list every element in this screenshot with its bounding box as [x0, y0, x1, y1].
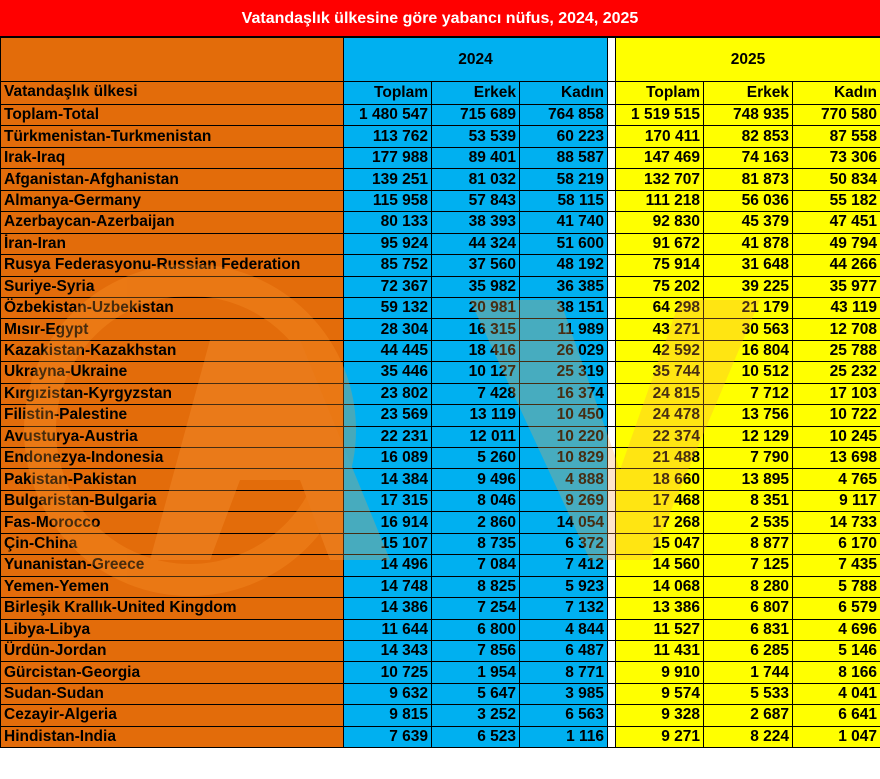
total-2024-cell: 9 632	[344, 683, 432, 704]
female-2024-cell: 8 771	[520, 662, 608, 683]
female-2025-cell: 14 733	[793, 512, 880, 533]
table-row	[1, 233, 880, 254]
column-separator	[608, 448, 616, 469]
total-2025-cell: 9 910	[616, 662, 704, 683]
total-2024-cell: 85 752	[344, 255, 432, 276]
total-2025-cell: 9 328	[616, 705, 704, 726]
column-separator	[608, 426, 616, 447]
total-2025-cell: 170 411	[616, 126, 704, 147]
total-2025-cell: 22 374	[616, 426, 704, 447]
table-row	[1, 469, 880, 490]
country-cell: İran-Iran	[1, 233, 344, 254]
female-2025-cell: 25 232	[793, 362, 880, 383]
year-header-row	[1, 38, 880, 82]
female-2025-cell: 17 103	[793, 383, 880, 404]
table-row	[1, 619, 880, 640]
male-2025-cell: 41 878	[704, 233, 793, 254]
female-2025-cell: 4 765	[793, 469, 880, 490]
male-2025-cell: 2 535	[704, 512, 793, 533]
table-row	[1, 190, 880, 211]
male-2024-cell: 37 560	[432, 255, 520, 276]
female-2025-cell: 9 117	[793, 490, 880, 511]
male-2024-header: Erkek	[432, 82, 520, 105]
male-2025-cell: 7 125	[704, 555, 793, 576]
total-2024-cell: 35 446	[344, 362, 432, 383]
table-row	[1, 319, 880, 340]
total-2024-cell: 28 304	[344, 319, 432, 340]
total-2025-cell: 75 202	[616, 276, 704, 297]
total-2024-cell: 177 988	[344, 147, 432, 168]
male-2024-cell: 38 393	[432, 212, 520, 233]
female-2024-cell: 51 600	[520, 233, 608, 254]
female-2024-cell: 41 740	[520, 212, 608, 233]
column-separator	[608, 576, 616, 597]
total-2024-cell: 59 132	[344, 297, 432, 318]
table-row	[1, 276, 880, 297]
female-2024-cell: 14 054	[520, 512, 608, 533]
female-2024-cell: 6 563	[520, 705, 608, 726]
country-cell: Sudan-Sudan	[1, 683, 344, 704]
total-2025-cell: 11 527	[616, 619, 704, 640]
male-2024-cell: 715 689	[432, 105, 520, 126]
female-2025-cell: 44 266	[793, 255, 880, 276]
female-2024-cell: 6 487	[520, 640, 608, 661]
total-2025-cell: 91 672	[616, 233, 704, 254]
male-2025-cell: 21 179	[704, 297, 793, 318]
total-2025-cell: 17 268	[616, 512, 704, 533]
total-2025-cell: 14 560	[616, 555, 704, 576]
column-header-row	[1, 82, 880, 105]
table-row	[1, 147, 880, 168]
male-2025-cell: 6 831	[704, 619, 793, 640]
total-2025-cell: 21 488	[616, 448, 704, 469]
country-cell: Irak-Iraq	[1, 147, 344, 168]
female-2024-cell: 11 989	[520, 319, 608, 340]
male-2024-cell: 7 428	[432, 383, 520, 404]
male-2025-cell: 8 351	[704, 490, 793, 511]
country-column-header: Vatandaşlık ülkesi	[1, 82, 344, 105]
male-2025-cell: 39 225	[704, 276, 793, 297]
female-2024-cell: 5 923	[520, 576, 608, 597]
country-cell: Rusya Federasyonu-Russian Federation	[1, 255, 344, 276]
column-separator	[608, 319, 616, 340]
female-2024-cell: 3 985	[520, 683, 608, 704]
female-2025-cell: 10 722	[793, 405, 880, 426]
total-2024-cell: 80 133	[344, 212, 432, 233]
male-2024-cell: 35 982	[432, 276, 520, 297]
country-cell: Libya-Libya	[1, 619, 344, 640]
total-2025-cell: 15 047	[616, 533, 704, 554]
total-2025-cell: 14 068	[616, 576, 704, 597]
column-separator	[608, 255, 616, 276]
male-2024-cell: 8 825	[432, 576, 520, 597]
female-2025-cell: 5 146	[793, 640, 880, 661]
female-2025-cell: 25 788	[793, 340, 880, 361]
column-separator	[608, 598, 616, 619]
female-2024-cell: 60 223	[520, 126, 608, 147]
male-2025-cell: 6 285	[704, 640, 793, 661]
header-country-spacer	[1, 38, 344, 82]
country-cell: Yemen-Yemen	[1, 576, 344, 597]
total-2024-cell: 11 644	[344, 619, 432, 640]
male-2025-cell: 6 807	[704, 598, 793, 619]
country-cell: Kazakistan-Kazakhstan	[1, 340, 344, 361]
country-cell: Birleşik Krallık-United Kingdom	[1, 598, 344, 619]
total-2024-cell: 17 315	[344, 490, 432, 511]
female-2024-cell: 25 319	[520, 362, 608, 383]
country-cell: Türkmenistan-Turkmenistan	[1, 126, 344, 147]
male-2024-cell: 7 084	[432, 555, 520, 576]
table-row	[1, 255, 880, 276]
total-2025-cell: 35 744	[616, 362, 704, 383]
male-2024-cell: 7 254	[432, 598, 520, 619]
female-2025-cell: 1 047	[793, 726, 880, 747]
column-separator	[608, 405, 616, 426]
male-2025-cell: 16 804	[704, 340, 793, 361]
total-2024-cell: 16 089	[344, 448, 432, 469]
column-separator	[608, 512, 616, 533]
female-2025-cell: 50 834	[793, 169, 880, 190]
female-2025-cell: 4 696	[793, 619, 880, 640]
male-2025-cell: 31 648	[704, 255, 793, 276]
female-2024-cell: 4 888	[520, 469, 608, 490]
total-2024-cell: 9 815	[344, 705, 432, 726]
male-2024-cell: 18 416	[432, 340, 520, 361]
total-2025-cell: 147 469	[616, 147, 704, 168]
female-2024-cell: 58 219	[520, 169, 608, 190]
male-2024-cell: 89 401	[432, 147, 520, 168]
male-2024-cell: 6 523	[432, 726, 520, 747]
column-separator	[608, 169, 616, 190]
male-2024-cell: 5 647	[432, 683, 520, 704]
female-2024-cell: 16 374	[520, 383, 608, 404]
country-cell: Bulgaristan-Bulgaria	[1, 490, 344, 511]
column-separator	[608, 233, 616, 254]
female-2024-cell: 10 829	[520, 448, 608, 469]
country-cell: Avusturya-Austria	[1, 426, 344, 447]
male-2024-cell: 44 324	[432, 233, 520, 254]
column-separator	[608, 82, 616, 105]
male-2025-header: Erkek	[704, 82, 793, 105]
male-2024-cell: 5 260	[432, 448, 520, 469]
total-2024-cell: 10 725	[344, 662, 432, 683]
year-2024-header: 2024	[344, 38, 608, 82]
table-row	[1, 105, 880, 126]
country-cell: Özbekistan-Uzbekistan	[1, 297, 344, 318]
female-2025-header: Kadın	[793, 82, 880, 105]
total-2025-cell: 9 574	[616, 683, 704, 704]
male-2025-cell: 5 533	[704, 683, 793, 704]
table-row	[1, 362, 880, 383]
female-2024-cell: 7 412	[520, 555, 608, 576]
country-cell: Azerbaycan-Azerbaijan	[1, 212, 344, 233]
total-2025-cell: 18 660	[616, 469, 704, 490]
female-2024-cell: 36 385	[520, 276, 608, 297]
table-row	[1, 126, 880, 147]
male-2024-cell: 8 046	[432, 490, 520, 511]
column-separator	[608, 147, 616, 168]
male-2025-cell: 7 790	[704, 448, 793, 469]
total-2024-cell: 23 802	[344, 383, 432, 404]
total-2024-cell: 22 231	[344, 426, 432, 447]
column-separator	[608, 726, 616, 747]
column-separator	[608, 640, 616, 661]
male-2025-cell: 1 744	[704, 662, 793, 683]
female-2024-cell: 10 450	[520, 405, 608, 426]
table-row	[1, 683, 880, 704]
column-separator	[608, 469, 616, 490]
total-2025-cell: 1 519 515	[616, 105, 704, 126]
total-2025-cell: 24 815	[616, 383, 704, 404]
total-2024-cell: 95 924	[344, 233, 432, 254]
column-separator	[608, 555, 616, 576]
total-2024-cell: 113 762	[344, 126, 432, 147]
table-row	[1, 555, 880, 576]
female-2024-cell: 4 844	[520, 619, 608, 640]
table-row	[1, 340, 880, 361]
total-2025-cell: 24 478	[616, 405, 704, 426]
column-separator	[608, 105, 616, 126]
country-cell: Gürcistan-Georgia	[1, 662, 344, 683]
total-2024-cell: 14 748	[344, 576, 432, 597]
male-2025-cell: 8 280	[704, 576, 793, 597]
female-2025-cell: 35 977	[793, 276, 880, 297]
male-2024-cell: 2 860	[432, 512, 520, 533]
country-cell: Endonezya-Indonesia	[1, 448, 344, 469]
population-table	[0, 37, 880, 748]
table-row	[1, 405, 880, 426]
male-2024-cell: 53 539	[432, 126, 520, 147]
total-2025-header: Toplam	[616, 82, 704, 105]
total-2024-cell: 23 569	[344, 405, 432, 426]
total-2025-cell: 11 431	[616, 640, 704, 661]
country-cell: Toplam-Total	[1, 105, 344, 126]
female-2025-cell: 12 708	[793, 319, 880, 340]
table-row	[1, 490, 880, 511]
total-2024-cell: 14 386	[344, 598, 432, 619]
table-row	[1, 426, 880, 447]
male-2025-cell: 13 895	[704, 469, 793, 490]
total-2024-cell: 115 958	[344, 190, 432, 211]
column-separator	[608, 190, 616, 211]
table-body	[1, 105, 880, 748]
female-2024-cell: 6 372	[520, 533, 608, 554]
table-row	[1, 297, 880, 318]
male-2025-cell: 81 873	[704, 169, 793, 190]
table-row	[1, 640, 880, 661]
column-separator	[608, 362, 616, 383]
female-2024-cell: 26 029	[520, 340, 608, 361]
female-2024-cell: 38 151	[520, 297, 608, 318]
female-2025-cell: 73 306	[793, 147, 880, 168]
female-2024-cell: 88 587	[520, 147, 608, 168]
table-row	[1, 169, 880, 190]
male-2025-cell: 13 756	[704, 405, 793, 426]
female-2024-cell: 764 858	[520, 105, 608, 126]
country-cell: Suriye-Syria	[1, 276, 344, 297]
female-2025-cell: 7 435	[793, 555, 880, 576]
female-2024-cell: 9 269	[520, 490, 608, 511]
female-2024-cell: 48 192	[520, 255, 608, 276]
female-2024-cell: 58 115	[520, 190, 608, 211]
female-2025-cell: 43 119	[793, 297, 880, 318]
country-cell: Yunanistan-Greece	[1, 555, 344, 576]
female-2024-header: Kadın	[520, 82, 608, 105]
female-2025-cell: 87 558	[793, 126, 880, 147]
table-row	[1, 705, 880, 726]
table-title: Vatandaşlık ülkesine göre yabancı nüfus, 2024, 2025	[0, 0, 880, 37]
column-separator	[608, 490, 616, 511]
female-2025-cell: 49 794	[793, 233, 880, 254]
country-cell: Cezayir-Algeria	[1, 705, 344, 726]
country-cell: Mısır-Egypt	[1, 319, 344, 340]
column-separator	[608, 212, 616, 233]
male-2025-cell: 30 563	[704, 319, 793, 340]
total-2024-cell: 44 445	[344, 340, 432, 361]
column-separator	[608, 126, 616, 147]
male-2024-cell: 8 735	[432, 533, 520, 554]
total-2024-cell: 14 496	[344, 555, 432, 576]
female-2024-cell: 1 116	[520, 726, 608, 747]
total-2024-cell: 16 914	[344, 512, 432, 533]
total-2025-cell: 75 914	[616, 255, 704, 276]
male-2024-cell: 9 496	[432, 469, 520, 490]
table-row	[1, 512, 880, 533]
country-cell: Pakistan-Pakistan	[1, 469, 344, 490]
table-row	[1, 726, 880, 747]
female-2025-cell: 10 245	[793, 426, 880, 447]
male-2024-cell: 7 856	[432, 640, 520, 661]
total-2025-cell: 9 271	[616, 726, 704, 747]
country-cell: Hindistan-India	[1, 726, 344, 747]
column-separator	[608, 340, 616, 361]
male-2024-cell: 1 954	[432, 662, 520, 683]
male-2024-cell: 12 011	[432, 426, 520, 447]
total-2024-cell: 14 384	[344, 469, 432, 490]
female-2024-cell: 7 132	[520, 598, 608, 619]
column-separator	[608, 276, 616, 297]
female-2025-cell: 47 451	[793, 212, 880, 233]
column-separator	[608, 297, 616, 318]
column-separator	[608, 705, 616, 726]
table-row	[1, 598, 880, 619]
female-2025-cell: 6 641	[793, 705, 880, 726]
total-2024-cell: 1 480 547	[344, 105, 432, 126]
male-2024-cell: 6 800	[432, 619, 520, 640]
female-2025-cell: 5 788	[793, 576, 880, 597]
female-2025-cell: 770 580	[793, 105, 880, 126]
total-2025-cell: 17 468	[616, 490, 704, 511]
country-cell: Ukrayna-Ukraine	[1, 362, 344, 383]
year-2025-header: 2025	[616, 38, 880, 82]
male-2025-cell: 8 224	[704, 726, 793, 747]
female-2025-cell: 4 041	[793, 683, 880, 704]
male-2024-cell: 20 981	[432, 297, 520, 318]
column-separator	[608, 38, 616, 82]
total-2025-cell: 64 298	[616, 297, 704, 318]
total-2024-cell: 15 107	[344, 533, 432, 554]
male-2024-cell: 10 127	[432, 362, 520, 383]
country-cell: Almanya-Germany	[1, 190, 344, 211]
total-2025-cell: 13 386	[616, 598, 704, 619]
male-2025-cell: 8 877	[704, 533, 793, 554]
table-row	[1, 662, 880, 683]
table-row	[1, 212, 880, 233]
female-2025-cell: 55 182	[793, 190, 880, 211]
male-2025-cell: 12 129	[704, 426, 793, 447]
column-separator	[608, 619, 616, 640]
column-separator	[608, 662, 616, 683]
male-2025-cell: 56 036	[704, 190, 793, 211]
male-2024-cell: 16 315	[432, 319, 520, 340]
total-2024-cell: 14 343	[344, 640, 432, 661]
female-2025-cell: 6 579	[793, 598, 880, 619]
male-2025-cell: 7 712	[704, 383, 793, 404]
female-2025-cell: 8 166	[793, 662, 880, 683]
total-2024-cell: 72 367	[344, 276, 432, 297]
total-2024-cell: 7 639	[344, 726, 432, 747]
table-row	[1, 383, 880, 404]
country-cell: Kırgızistan-Kyrgyzstan	[1, 383, 344, 404]
total-2025-cell: 111 218	[616, 190, 704, 211]
column-separator	[608, 383, 616, 404]
country-cell: Çin-China	[1, 533, 344, 554]
country-cell: Filistin-Palestine	[1, 405, 344, 426]
male-2024-cell: 13 119	[432, 405, 520, 426]
female-2025-cell: 13 698	[793, 448, 880, 469]
table-row	[1, 448, 880, 469]
table-row	[1, 533, 880, 554]
male-2024-cell: 81 032	[432, 169, 520, 190]
column-separator	[608, 683, 616, 704]
male-2025-cell: 82 853	[704, 126, 793, 147]
male-2024-cell: 57 843	[432, 190, 520, 211]
country-cell: Afganistan-Afghanistan	[1, 169, 344, 190]
country-cell: Fas-Morocco	[1, 512, 344, 533]
country-cell: Ürdün-Jordan	[1, 640, 344, 661]
column-separator	[608, 533, 616, 554]
male-2025-cell: 45 379	[704, 212, 793, 233]
total-2025-cell: 132 707	[616, 169, 704, 190]
female-2024-cell: 10 220	[520, 426, 608, 447]
male-2024-cell: 3 252	[432, 705, 520, 726]
male-2025-cell: 748 935	[704, 105, 793, 126]
table-row	[1, 576, 880, 597]
male-2025-cell: 74 163	[704, 147, 793, 168]
total-2025-cell: 43 271	[616, 319, 704, 340]
total-2025-cell: 92 830	[616, 212, 704, 233]
female-2025-cell: 6 170	[793, 533, 880, 554]
total-2024-header: Toplam	[344, 82, 432, 105]
male-2025-cell: 2 687	[704, 705, 793, 726]
male-2025-cell: 10 512	[704, 362, 793, 383]
total-2025-cell: 42 592	[616, 340, 704, 361]
total-2024-cell: 139 251	[344, 169, 432, 190]
